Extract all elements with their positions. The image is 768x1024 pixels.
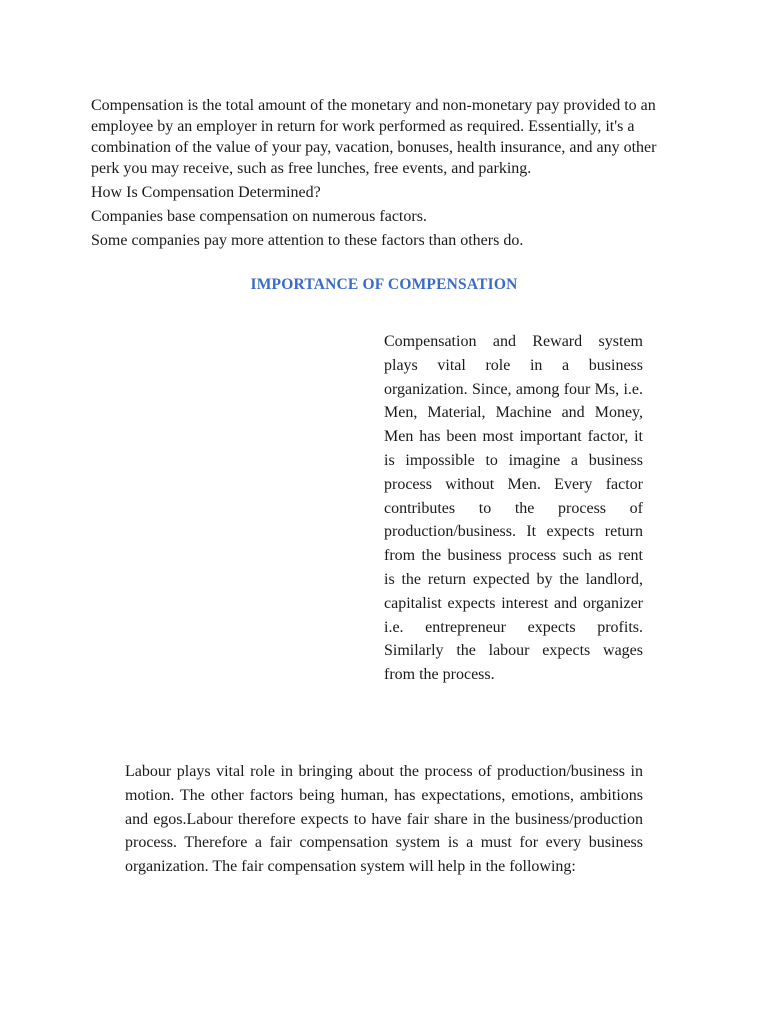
bottom-paragraph xyxy=(125,760,643,879)
right-column-text: Compensation and Reward system plays vital role in a business organization. Since, among four Ms, i.e. Men, Material, Machine and Money, Men has been most important factor, it is impossible to imagine a business process without Men. Every factor contributes to the process of production/business. It expects return from the business process such as rent is the return expected by the landlord, capitalist expects interest and organizer i.e. entrepreneur expects profits. Similarly the labour expects wages from the process. xyxy=(384,333,643,684)
bottom-text: Labour plays vital role in bringing about the process of production/business in motion. The other factors being human, has expectations, emotions, ambitions and egos.Labour therefore expects to have fair share in the business/production process. Therefore a fair compensation system is a must for every business organization. The fair compensation system will help in the following: xyxy=(125,763,643,876)
intro-paragraph: Compensation is the total amount of the monetary and non-monetary pay provided to an employee by an employer in return for work performed as required. Essentially, it's a combination of the value of your pay, vacation, bonuses, health insurance, and any other perk you may receive, such as free lunches, free events, and parking. xyxy=(91,97,657,177)
intro-question: How Is Compensation Determined? xyxy=(91,184,321,201)
right-column-paragraph xyxy=(384,330,643,687)
intro-line-attention: Some companies pay more attention to these factors than others do. xyxy=(91,232,524,249)
section-heading: IMPORTANCE OF COMPENSATION xyxy=(250,276,518,293)
intro-line-factors: Companies base compensation on numerous factors. xyxy=(91,208,427,225)
intro-section xyxy=(91,95,681,254)
